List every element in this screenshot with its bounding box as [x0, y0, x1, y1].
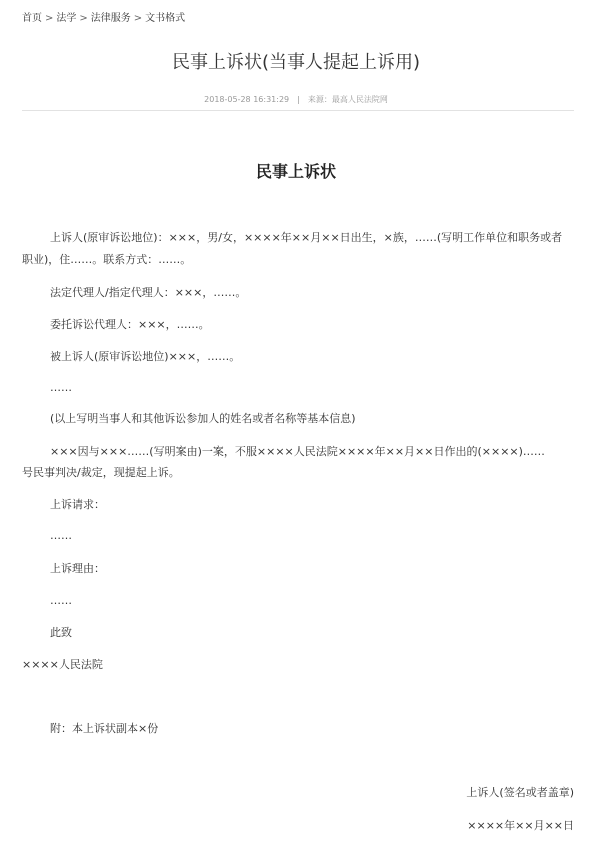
breadcrumb: [22, 9, 185, 24]
page-title: 民事上诉状(当事人提起上诉用): [171, 52, 421, 73]
ellipsis-paragraph: ……: [50, 381, 72, 394]
breadcrumb-separator: >: [79, 13, 88, 24]
meta-separator: |: [297, 95, 300, 104]
party-info-note: (以上写明当事人和其他诉讼参加人的姓名或者名称等基本信息): [50, 412, 356, 425]
appeal-request-content: ……: [50, 529, 72, 542]
attachment-note: 附：本上诉状副本×份: [50, 722, 159, 735]
appellant-paragraph-line-2: 职业)，住……。联系方式：……。: [22, 253, 192, 266]
appeal-reason-label: 上诉理由：: [50, 562, 105, 575]
publish-date: 2018-05-28 16:31:29: [204, 95, 290, 104]
breadcrumb-law-link[interactable]: 法学: [56, 13, 77, 24]
appellant-paragraph-line-1: 上诉人(原审诉讼地位)：×××，男/女，××××年××月××日出生，×族，……(写明工作单位和职务或者: [50, 231, 563, 244]
legal-representative-paragraph: 法定代理人/指定代理人：×××，……。: [50, 286, 247, 299]
appeal-statement-line-1: ×××因与×××……(写明案由)一案，不服××××人民法院××××年××月××日作出的(××××)……: [50, 445, 545, 458]
signature-date: ××××年××月××日: [467, 819, 574, 832]
article-source: 来源：最高人民法院网: [307, 95, 388, 104]
salutation: 此致: [50, 626, 72, 639]
breadcrumb-separator: >: [45, 13, 54, 24]
document-title: 民事上诉状: [255, 162, 336, 181]
appellee-paragraph: 被上诉人(原审诉讼地位)×××，……。: [50, 350, 241, 363]
breadcrumb-legal-service-link[interactable]: 法律服务: [90, 13, 131, 24]
title-divider: [22, 110, 574, 111]
court-name: ××××人民法院: [22, 658, 103, 671]
appeal-statement-line-2: 号民事判决/裁定，现提起上诉。: [22, 466, 180, 479]
signature-line: 上诉人(签名或者盖章): [466, 786, 574, 799]
agent-paragraph: 委托诉讼代理人：×××，……。: [50, 318, 210, 331]
appeal-reason-content: ……: [50, 594, 72, 607]
breadcrumb-home-link[interactable]: 首页: [22, 13, 42, 24]
breadcrumb-document-format-link[interactable]: 文书格式: [145, 13, 186, 24]
breadcrumb-separator: >: [133, 13, 143, 24]
appeal-request-label: 上诉请求：: [50, 498, 105, 511]
article-meta: [0, 94, 592, 105]
